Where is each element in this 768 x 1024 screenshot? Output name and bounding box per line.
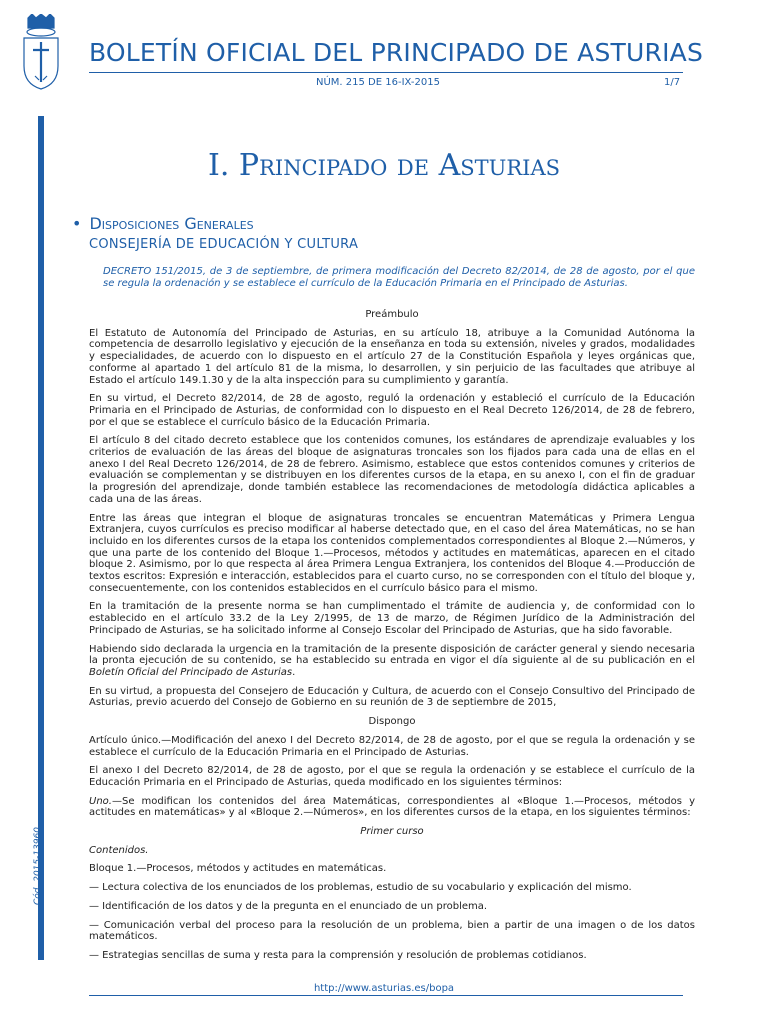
paragraph: El anexo I del Decreto 82/2014, de 28 de agosto, por el que se regula la ordenación y se establece el currículo de la Educación Primaria en el Principado de Asturias, queda modificado en los siguientes términos: — [89, 765, 695, 788]
footer-divider — [89, 995, 683, 996]
paragraph: Entre las áreas que integran el bloque de asignaturas troncales se encuentran Matemáticas y Primera Lengua Extranjera, cuyos currículos es preciso modificar al haberse detectado que, en el caso del área Matemáticas, no se han incluido en los diferentes cursos de la etapa los contenidos complementados correspondientes al Bloque 2.—Números, y que una parte de los contenido del Bloque 1.—Procesos, métodos y actitudes en matemáticas, aparecen en el citado bloque 2. Asimismo, por lo que respecta al área Primera Lengua Extranjera, los contenidos del Bloque 4.—Producción de textos escritos: Expresión e interacción, establecidos para el cuarto curso, no se corresponden con el título del bloque y, consecuentemente, con los contenidos establecidos en el currículo básico para el mismo. — [89, 512, 695, 594]
paragraph: En su virtud, a propuesta del Consejero de Educación y Cultura, de acuerdo con el Consejo Consultivo del Principado de Asturias, previo acuerdo del Consejo de Gobierno en su reunión de 3 de septiembre de 2015, — [89, 685, 695, 709]
paragraph: El Estatuto de Autonomía del Principado de Asturias, en su artículo 18, atribuye a la Comunidad Autónoma la competencia de desarrollo legislativo y ejecución de la enseñanza en toda su extensión, niveles y grados, modalidades y especialidades, de acuerdo con lo dispuesto en el artículo 27 de la Constitución Española y leyes orgánicas que, conforme al apartado 1 del artículo 81 de la misma, lo desarrollen, y sin perjuicio de las facultades que atribuye al Estado el artículo 149.1.30 y de la alta inspección para su cumplimiento y garantía. — [89, 327, 695, 386]
decree-title: DECRETO 151/2015, de 3 de septiembre, de primera modificación del Decreto 82/2014, de 28 de agosto, por el que se regula la ordenación y se establece el currículo de la Educación Primaria en el Principado de Asturias. — [103, 266, 695, 289]
footer-url-link[interactable]: http://www.asturias.es/bopa — [313, 983, 455, 994]
paragraph: Artículo único.—Modificación del anexo I del Decreto 82/2014, de 28 de agosto, por el que se regula la ordenación y se establece el currículo de la Educación Primaria en el Principado de Asturias. — [89, 734, 695, 758]
contents-label — [89, 845, 695, 857]
list-item: — Lectura colectiva de los enunciados de los problemas, estudio de su vocabulario y explicación del mismo. — [89, 882, 632, 894]
document-body — [89, 309, 695, 962]
section-title: I. Principado de Asturias — [207, 148, 561, 183]
masthead-divider — [89, 72, 683, 73]
paragraph — [89, 644, 695, 679]
paragraph: En la tramitación de la presente norma se han cumplimentado el trámite de audiencia y, de conformidad con lo establecido en el artículo 33.2 de la Ley 2/1995, de 13 de marzo, de Régimen Jurídico de la Administración del Principado de Asturias, se ha solicitado informe al Consejo Escolar del Principado de Asturias, que ha sido favorable. — [89, 601, 695, 636]
course-heading-text: Primer curso — [360, 826, 424, 838]
list-item: — Identificación de los datos y de la pregunta en el enunciado de un problema. — [89, 900, 488, 912]
course-heading — [89, 826, 695, 838]
paragraph-text: —Se modifican los contenidos del área Matemáticas, correspondientes al «Bloque 1.—Procesos, métodos y actitudes en matemáticas» y al «Bloque 2.—Números», en los diferentes cursos de la etapa, en los siguientes términos: — [89, 795, 695, 819]
block-heading: Bloque 1.—Procesos, métodos y actitudes en matemáticas. — [89, 863, 387, 875]
publication-name: Boletín Oficial del Principado de Asturias — [89, 666, 293, 678]
list-item: — Comunicación verbal del proceso para la resolución de un problema, bien a partir de una imagen o de los datos matemáticos. — [89, 919, 695, 943]
paragraph: En su virtud, el Decreto 82/2014, de 28 de agosto, reguló la ordenación y estableció el currículo de la Educación Primaria en el Principado de Asturias, de conformidad con lo dispuesto en el Real Decreto 126/2014, de 28 de febrero, por el que se establece el currículo básico de la Educación Primaria. — [89, 393, 695, 428]
masthead-title: BOLETÍN OFICIAL DEL PRINCIPADO DE ASTURIAS — [89, 38, 704, 67]
issue-number: NÚM. 215 DE 16-IX-2015 — [316, 77, 440, 88]
clause-label: Uno. — [89, 795, 112, 807]
page-number: 1/7 — [664, 77, 681, 88]
paragraph-text: Habiendo sido declarada la urgencia en la tramitación de la presente disposición de carácter general y siendo necesaria la pronta ejecución de su contenido, se ha establecido su entrada en vigor el día siguiente al de su publicación en el — [89, 643, 695, 667]
ministry-name: CONSEJERÍA DE EDUCACIÓN Y CULTURA — [89, 237, 359, 252]
paragraph-end: . — [292, 666, 296, 678]
paragraph — [89, 796, 695, 819]
preamble-heading: Preámbulo — [365, 309, 419, 320]
contents-label-text: Contenidos. — [89, 844, 149, 856]
paragraph: El artículo 8 del citado decreto establece que los contenidos comunes, los estándares de aprendizaje evaluables y los criterios de evaluación de las áreas del bloque de asignaturas troncales son los fijados para cada una de ellas en el anexo I del Real Decreto 126/2014, de 28 de febrero. Asimismo, establece que estos contenidos comunes y criterios de evaluación se complementan y se distribuyen en los diferentes cursos de la etapa, en su anexo I, con el fin de graduar la progresión del aprendizaje, donde también establece las recomendaciones de metodología didáctica aplicables a cada una de las áreas. — [89, 435, 695, 505]
bullet-icon: • — [72, 214, 82, 233]
subsection-label: Disposiciones Generales — [89, 214, 254, 233]
dispongo-heading: Dispongo — [368, 716, 416, 728]
list-item: — Estrategias sencillas de suma y resta para la comprensión y resolución de problemas cotidianos. — [89, 949, 587, 961]
asturias-crest-logo — [18, 14, 64, 90]
document-code: Cód. 2015-13960 — [33, 826, 43, 905]
subsection-heading — [72, 214, 254, 233]
